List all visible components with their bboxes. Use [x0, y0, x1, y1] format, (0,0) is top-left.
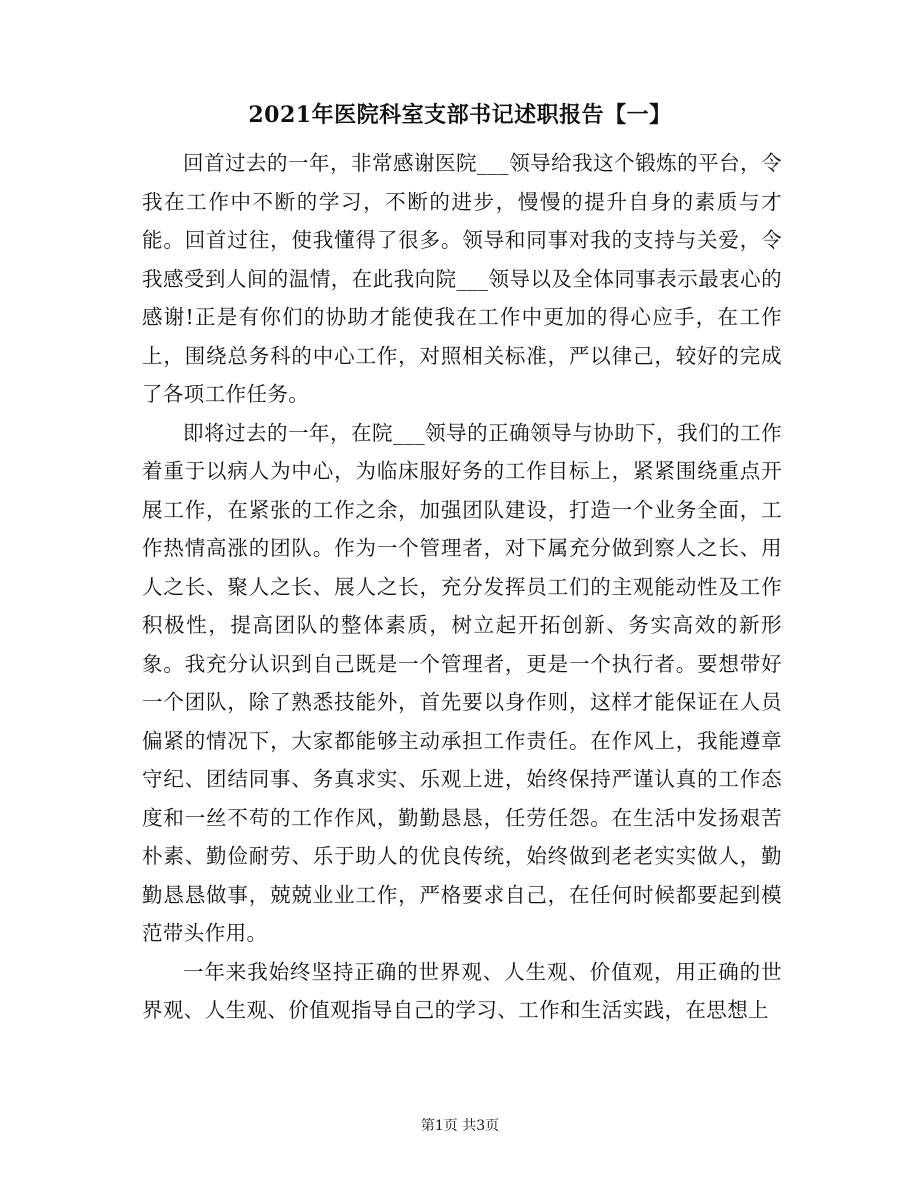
paragraph-3: 一年来我始终坚持正确的世界观、人生观、价值观，用正确的世界观、人生观、价值观指导自己的学习、工作和生活实践，在思想上	[142, 959, 782, 1022]
document-body	[142, 144, 782, 1030]
paragraph-1: 回首过去的一年，非常感谢医院___领导给我这个锻炼的平台，令我在工作中不断的学习，不断的进步，慢慢的提升自身的素质与才能。回首过往，使我懂得了很多。领导和同事对我的支持与关爱，令我感受到人间的温情，在此我向院___领导以及全体同事表示最衷心的感谢!正是有你们的协助才能使我在工作中更加的得心应手，在工作上，围绕总务科的中心工作，对照相关标准，严以律己，较好的完成了各项工作任务。	[142, 151, 782, 406]
paragraph-2: 即将过去的一年，在院___领导的正确领导与协助下，我们的工作着重于以病人为中心，为临床服好务的工作目标上，紧紧围绕重点开展工作，在紧张的工作之余，加强团队建设，打造一个业务全面，工作热情高涨的团队。作为一个管理者，对下属充分做到察人之长、用人之长、聚人之长、展人之长，充分发挥员工们的主观能动性及工作积极性，提高团队的整体素质，树立起开拓创新、务实高效的新形象。我充分认识到自己既是一个管理者，更是一个执行者。要想带好一个团队，除了熟悉技能外，首先要以身作则，这样才能保证在人员偏紧的情况下，大家都能够主动承担工作责任。在作风上，我能遵章守纪、团结同事、务真求实、乐观上进，始终保持严谨认真的工作态度和一丝不苟的工作作风，勤勤恳恳，任劳任怨。在生活中发扬艰苦朴素、勤俭耐劳、乐于助人的优良传统，始终做到老老实实做人，勤勤恳恳做事，兢兢业业工作，严格要求自己，在任何时候都要起到模范带头作用。	[142, 420, 782, 945]
document-title: 2021年医院科室支部书记述职报告【一】	[248, 102, 672, 128]
page-number-footer: 第1页 共3页	[420, 1118, 500, 1134]
